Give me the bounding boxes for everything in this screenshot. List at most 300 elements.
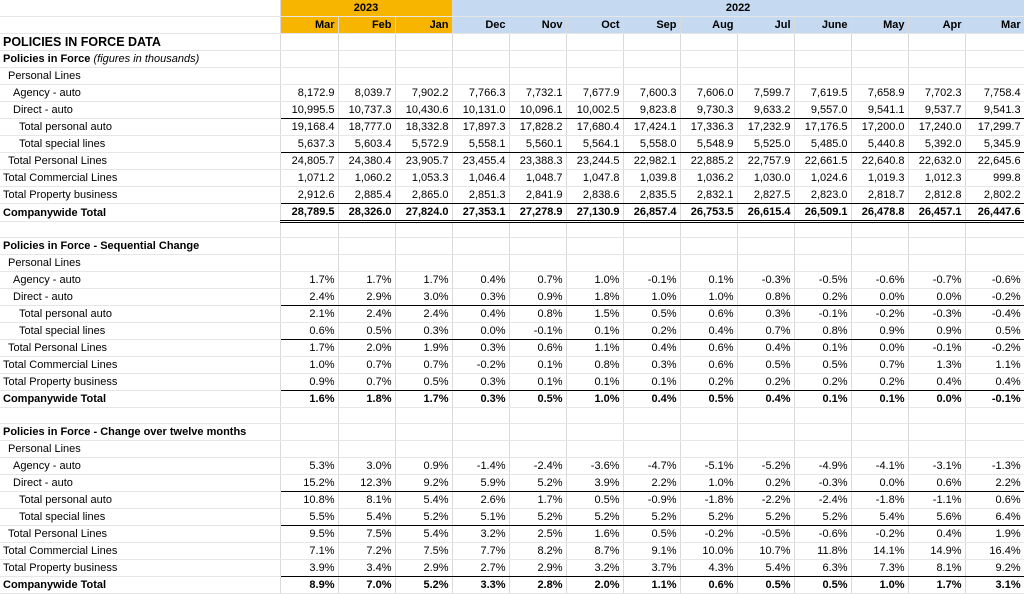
data-row-companywide-total	[0, 391, 1024, 408]
value-cell: 0.0%	[452, 323, 509, 340]
value-cell: 2,827.5	[737, 187, 794, 204]
spacer-blank-cell	[794, 408, 851, 424]
data-row-total-property-business	[0, 374, 1024, 391]
title-blank-cell	[452, 34, 509, 51]
group-blank-cell	[509, 441, 566, 458]
value-cell: 2.0%	[338, 340, 395, 357]
value-cell: 9.1%	[623, 543, 680, 560]
row-label: Total Personal Lines	[0, 526, 280, 543]
spacer-blank-cell	[566, 408, 623, 424]
value-cell: 10,737.3	[338, 102, 395, 119]
section-blank-cell	[280, 51, 338, 68]
group-blank-cell	[737, 68, 794, 85]
value-cell: 7.5%	[395, 543, 452, 560]
section-blank-cell	[680, 424, 737, 441]
value-cell: 5.9%	[452, 475, 509, 492]
value-cell: 28,326.0	[338, 204, 395, 222]
section-blank-cell	[965, 424, 1024, 441]
value-cell: 5.4%	[395, 526, 452, 543]
value-cell: 8.2%	[509, 543, 566, 560]
group-blank-cell	[395, 255, 452, 272]
value-cell: 7,758.4	[965, 85, 1024, 102]
row-label: Total special lines	[0, 136, 280, 153]
value-cell: 26,615.4	[737, 204, 794, 222]
data-row-total-personal-auto	[0, 119, 1024, 136]
value-cell: 26,447.6	[965, 204, 1024, 222]
value-cell: 2.5%	[509, 526, 566, 543]
value-cell: 9.5%	[280, 526, 338, 543]
value-cell: 24,380.4	[338, 153, 395, 170]
month-header-2023-mar: Mar	[280, 17, 338, 34]
value-cell: 0.3%	[737, 306, 794, 323]
spacer-blank-cell	[280, 222, 338, 238]
value-cell: 0.1%	[794, 391, 851, 408]
value-cell: 1.7%	[280, 272, 338, 289]
value-cell: 0.8%	[794, 323, 851, 340]
group-blank-cell	[452, 441, 509, 458]
value-cell: 26,478.8	[851, 204, 908, 222]
value-cell: 0.0%	[851, 475, 908, 492]
value-cell: 8.7%	[566, 543, 623, 560]
value-cell: -0.6%	[794, 526, 851, 543]
row-label: Direct - auto	[0, 289, 280, 306]
value-cell: 1.0%	[280, 357, 338, 374]
group-blank-cell	[908, 255, 965, 272]
month-header-2022-may: May	[851, 17, 908, 34]
row-label: Total Commercial Lines	[0, 543, 280, 560]
row-label: Total Property business	[0, 187, 280, 204]
value-cell: 0.9%	[851, 323, 908, 340]
value-cell: 4.3%	[680, 560, 737, 577]
value-cell: 1.1%	[623, 577, 680, 594]
value-cell: 0.7%	[395, 357, 452, 374]
value-cell: 1,030.0	[737, 170, 794, 187]
group-blank-cell	[509, 68, 566, 85]
value-cell: 0.3%	[452, 391, 509, 408]
spacer-blank-cell	[965, 222, 1024, 238]
spacer-blank-cell	[395, 408, 452, 424]
value-cell: 15.2%	[280, 475, 338, 492]
value-cell: 0.1%	[623, 374, 680, 391]
value-cell: 5,548.9	[680, 136, 737, 153]
month-header-corner	[0, 17, 280, 34]
value-cell: 0.0%	[851, 289, 908, 306]
spacer-blank-cell	[680, 408, 737, 424]
value-cell: 0.9%	[395, 458, 452, 475]
value-cell: 7,677.9	[566, 85, 623, 102]
data-row-agency-auto	[0, 272, 1024, 289]
value-cell: 0.1%	[509, 374, 566, 391]
value-cell: 2.9%	[338, 289, 395, 306]
value-cell: 5.2%	[395, 577, 452, 594]
section-blank-cell	[794, 238, 851, 255]
value-cell: 0.5%	[965, 323, 1024, 340]
value-cell: -3.6%	[566, 458, 623, 475]
group-blank-cell	[851, 441, 908, 458]
value-cell: 0.6%	[908, 475, 965, 492]
group-blank-cell	[395, 68, 452, 85]
spacer-blank-cell	[338, 222, 395, 238]
value-cell: -2.4%	[794, 492, 851, 509]
value-cell: 2.9%	[395, 560, 452, 577]
value-cell: 2,823.0	[794, 187, 851, 204]
group-blank-cell	[623, 255, 680, 272]
value-cell: 5,558.1	[452, 136, 509, 153]
value-cell: 0.9%	[280, 374, 338, 391]
section-blank-cell	[338, 51, 395, 68]
value-cell: 17,232.9	[737, 119, 794, 136]
value-cell: 1,048.7	[509, 170, 566, 187]
group-blank-cell	[851, 68, 908, 85]
spacer-blank-cell	[623, 408, 680, 424]
title-blank-cell	[908, 34, 965, 51]
value-cell: 23,905.7	[395, 153, 452, 170]
value-cell: 2.9%	[509, 560, 566, 577]
section-blank-cell	[395, 238, 452, 255]
data-row-total-special-lines	[0, 509, 1024, 526]
month-header-2022-sep: Sep	[623, 17, 680, 34]
row-label: Total personal auto	[0, 306, 280, 323]
value-cell: 2,802.2	[965, 187, 1024, 204]
value-cell: 1.9%	[395, 340, 452, 357]
value-cell: 2,838.6	[566, 187, 623, 204]
data-row-direct-auto	[0, 102, 1024, 119]
section-blank-cell	[452, 51, 509, 68]
section-blank-cell	[680, 238, 737, 255]
row-label: Total personal auto	[0, 119, 280, 136]
value-cell: 5.4%	[395, 492, 452, 509]
value-cell: 6.4%	[965, 509, 1024, 526]
title-blank-cell	[737, 34, 794, 51]
value-cell: -0.1%	[623, 272, 680, 289]
data-row-agency-auto	[0, 458, 1024, 475]
value-cell: 0.1%	[680, 272, 737, 289]
value-cell: 0.2%	[794, 374, 851, 391]
value-cell: 0.8%	[566, 357, 623, 374]
value-cell: 2.1%	[280, 306, 338, 323]
value-cell: 1.7%	[908, 577, 965, 594]
section-blank-cell	[908, 424, 965, 441]
data-row-personal-lines	[0, 441, 1024, 458]
value-cell: -2.4%	[509, 458, 566, 475]
value-cell: 2.4%	[338, 306, 395, 323]
value-cell: 0.6%	[680, 577, 737, 594]
spacer-blank-cell	[566, 222, 623, 238]
row-label: Total Property business	[0, 374, 280, 391]
group-blank-cell	[566, 68, 623, 85]
value-cell: 0.7%	[338, 374, 395, 391]
group-blank-cell	[965, 68, 1024, 85]
value-cell: 1,024.6	[794, 170, 851, 187]
value-cell: 22,757.9	[737, 153, 794, 170]
value-cell: 5.2%	[623, 509, 680, 526]
value-cell: 1.0%	[851, 577, 908, 594]
data-row-direct-auto	[0, 289, 1024, 306]
spacer-blank-cell	[452, 408, 509, 424]
spacer-row	[0, 222, 1024, 238]
section-blank-cell	[794, 51, 851, 68]
value-cell: -0.6%	[965, 272, 1024, 289]
month-header-2022-apr: Apr	[908, 17, 965, 34]
group-blank-cell	[908, 68, 965, 85]
value-cell: -0.1%	[509, 323, 566, 340]
value-cell: 0.7%	[338, 357, 395, 374]
value-cell: 2.2%	[623, 475, 680, 492]
value-cell: -1.3%	[965, 458, 1024, 475]
value-cell: 9,557.0	[794, 102, 851, 119]
value-cell: 17,176.5	[794, 119, 851, 136]
row-label: Companywide Total	[0, 577, 280, 594]
value-cell: 9,823.8	[623, 102, 680, 119]
value-cell: -4.1%	[851, 458, 908, 475]
value-cell: -2.2%	[737, 492, 794, 509]
group-blank-cell	[566, 441, 623, 458]
value-cell: 5.4%	[338, 509, 395, 526]
data-row-total-special-lines	[0, 136, 1024, 153]
page-title: POLICIES IN FORCE DATA	[0, 34, 280, 51]
spacer-blank-cell	[908, 222, 965, 238]
group-blank-cell	[509, 255, 566, 272]
section-blank-cell	[737, 238, 794, 255]
data-row-personal-lines	[0, 68, 1024, 85]
value-cell: 7.5%	[338, 526, 395, 543]
spacer-blank-cell	[737, 222, 794, 238]
section-blank-cell	[280, 424, 338, 441]
value-cell: 0.4%	[623, 391, 680, 408]
section-blank-cell	[395, 424, 452, 441]
section-blank-cell	[338, 424, 395, 441]
value-cell: 2.2%	[965, 475, 1024, 492]
section-heading-row	[0, 238, 1024, 255]
value-cell: -0.3%	[794, 475, 851, 492]
value-cell: -0.2%	[965, 289, 1024, 306]
value-cell: 26,509.1	[794, 204, 851, 222]
section-blank-cell	[680, 51, 737, 68]
value-cell: 7,902.2	[395, 85, 452, 102]
group-blank-cell	[737, 441, 794, 458]
spacer-blank-cell	[851, 408, 908, 424]
value-cell: 8.1%	[908, 560, 965, 577]
value-cell: 9,541.3	[965, 102, 1024, 119]
value-cell: -1.8%	[680, 492, 737, 509]
value-cell: 8.1%	[338, 492, 395, 509]
month-header-2022-oct: Oct	[566, 17, 623, 34]
value-cell: 1.7%	[338, 272, 395, 289]
value-cell: 5.2%	[509, 475, 566, 492]
spacer-blank-cell	[680, 222, 737, 238]
value-cell: 5,485.0	[794, 136, 851, 153]
value-cell: 10.7%	[737, 543, 794, 560]
value-cell: 1.6%	[280, 391, 338, 408]
value-cell: 27,130.9	[566, 204, 623, 222]
month-header-2023-feb: Feb	[338, 17, 395, 34]
value-cell: 1,019.3	[851, 170, 908, 187]
title-blank-cell	[680, 34, 737, 51]
title-blank-cell	[566, 34, 623, 51]
value-cell: 3.2%	[566, 560, 623, 577]
section-blank-cell	[395, 51, 452, 68]
value-cell: 2,832.1	[680, 187, 737, 204]
value-cell: 1.7%	[395, 391, 452, 408]
value-cell: 22,982.1	[623, 153, 680, 170]
data-row-total-personal-lines	[0, 153, 1024, 170]
month-header-2022-nov: Nov	[509, 17, 566, 34]
value-cell: -0.2%	[680, 526, 737, 543]
value-cell: 1,012.3	[908, 170, 965, 187]
month-header-row	[0, 17, 1024, 34]
spacer-blank-cell	[908, 408, 965, 424]
value-cell: 1.0%	[566, 272, 623, 289]
value-cell: 1.6%	[566, 526, 623, 543]
value-cell: 26,457.1	[908, 204, 965, 222]
value-cell: 5,564.1	[566, 136, 623, 153]
value-cell: 10,995.5	[280, 102, 338, 119]
value-cell: 17,200.0	[851, 119, 908, 136]
value-cell: 0.2%	[794, 289, 851, 306]
value-cell: 0.3%	[623, 357, 680, 374]
value-cell: 7,600.3	[623, 85, 680, 102]
section-blank-cell	[280, 238, 338, 255]
spacer-blank-cell	[737, 408, 794, 424]
value-cell: 2,851.3	[452, 187, 509, 204]
value-cell: 8.9%	[280, 577, 338, 594]
value-cell: 5.6%	[908, 509, 965, 526]
spacer-blank-cell	[509, 222, 566, 238]
value-cell: 22,640.8	[851, 153, 908, 170]
value-cell: 1.0%	[623, 289, 680, 306]
value-cell: 5.2%	[737, 509, 794, 526]
value-cell: 23,388.3	[509, 153, 566, 170]
value-cell: 14.1%	[851, 543, 908, 560]
value-cell: 1.1%	[566, 340, 623, 357]
group-blank-cell	[794, 255, 851, 272]
group-blank-cell	[623, 68, 680, 85]
row-label: Total Personal Lines	[0, 340, 280, 357]
value-cell: 5.2%	[509, 509, 566, 526]
spacer-blank-cell	[338, 408, 395, 424]
value-cell: 10,430.6	[395, 102, 452, 119]
spacer-blank-cell	[452, 222, 509, 238]
value-cell: 0.1%	[566, 323, 623, 340]
value-cell: 0.3%	[452, 289, 509, 306]
section-blank-cell	[737, 424, 794, 441]
row-label: Total Commercial Lines	[0, 170, 280, 187]
value-cell: 5.4%	[737, 560, 794, 577]
group-blank-cell	[851, 255, 908, 272]
month-header-2023-jan: Jan	[395, 17, 452, 34]
section-blank-cell	[566, 51, 623, 68]
value-cell: 5,572.9	[395, 136, 452, 153]
value-cell: 0.3%	[452, 340, 509, 357]
data-row-total-commercial-lines	[0, 543, 1024, 560]
value-cell: 22,645.6	[965, 153, 1024, 170]
value-cell: 0.8%	[509, 306, 566, 323]
row-label: Total Personal Lines	[0, 153, 280, 170]
value-cell: 9,541.1	[851, 102, 908, 119]
value-cell: -4.9%	[794, 458, 851, 475]
title-blank-cell	[338, 34, 395, 51]
value-cell: 0.5%	[794, 577, 851, 594]
value-cell: 16.4%	[965, 543, 1024, 560]
value-cell: 0.5%	[623, 526, 680, 543]
value-cell: 1.8%	[338, 391, 395, 408]
value-cell: 1.8%	[566, 289, 623, 306]
data-row-companywide-total	[0, 577, 1024, 594]
value-cell: -0.4%	[965, 306, 1024, 323]
value-cell: -0.6%	[851, 272, 908, 289]
value-cell: 28,789.5	[280, 204, 338, 222]
value-cell: 0.4%	[452, 306, 509, 323]
value-cell: 10.8%	[280, 492, 338, 509]
value-cell: 0.6%	[680, 357, 737, 374]
value-cell: 0.4%	[737, 340, 794, 357]
row-label: Personal Lines	[0, 68, 280, 85]
spacer-blank-cell	[851, 222, 908, 238]
value-cell: 17,424.1	[623, 119, 680, 136]
group-blank-cell	[280, 441, 338, 458]
value-cell: -1.1%	[908, 492, 965, 509]
row-label: Companywide Total	[0, 204, 280, 222]
value-cell: 1.7%	[280, 340, 338, 357]
value-cell: 5.2%	[395, 509, 452, 526]
section-blank-cell	[623, 238, 680, 255]
data-row-total-commercial-lines	[0, 357, 1024, 374]
value-cell: 1,047.8	[566, 170, 623, 187]
data-row-total-property-business	[0, 187, 1024, 204]
value-cell: -1.4%	[452, 458, 509, 475]
group-blank-cell	[566, 255, 623, 272]
section-blank-cell	[737, 51, 794, 68]
value-cell: 9.2%	[395, 475, 452, 492]
value-cell: 3.4%	[338, 560, 395, 577]
value-cell: 17,897.3	[452, 119, 509, 136]
value-cell: 27,824.0	[395, 204, 452, 222]
section-blank-cell	[566, 238, 623, 255]
spacer-row	[0, 408, 1024, 424]
group-blank-cell	[737, 255, 794, 272]
value-cell: 3.1%	[965, 577, 1024, 594]
value-cell: 9,730.3	[680, 102, 737, 119]
value-cell: 19,168.4	[280, 119, 338, 136]
value-cell: 18,332.8	[395, 119, 452, 136]
value-cell: 2.4%	[280, 289, 338, 306]
section-blank-cell	[965, 51, 1024, 68]
title-blank-cell	[794, 34, 851, 51]
value-cell: 1.1%	[965, 357, 1024, 374]
value-cell: -0.3%	[737, 272, 794, 289]
value-cell: -4.7%	[623, 458, 680, 475]
data-row-companywide-total	[0, 204, 1024, 222]
value-cell: 0.5%	[395, 374, 452, 391]
value-cell: -0.1%	[794, 306, 851, 323]
value-cell: 7,619.5	[794, 85, 851, 102]
value-cell: -0.2%	[851, 526, 908, 543]
value-cell: 7,606.0	[680, 85, 737, 102]
spacer-cell	[0, 222, 280, 238]
group-blank-cell	[280, 255, 338, 272]
group-blank-cell	[338, 441, 395, 458]
value-cell: 7,599.7	[737, 85, 794, 102]
value-cell: 2,885.4	[338, 187, 395, 204]
value-cell: 8,039.7	[338, 85, 395, 102]
section-blank-cell	[851, 51, 908, 68]
group-blank-cell	[794, 441, 851, 458]
value-cell: -0.1%	[965, 391, 1024, 408]
value-cell: 3.9%	[566, 475, 623, 492]
value-cell: 27,353.1	[452, 204, 509, 222]
value-cell: 17,240.0	[908, 119, 965, 136]
month-header-2022-dec: Dec	[452, 17, 509, 34]
